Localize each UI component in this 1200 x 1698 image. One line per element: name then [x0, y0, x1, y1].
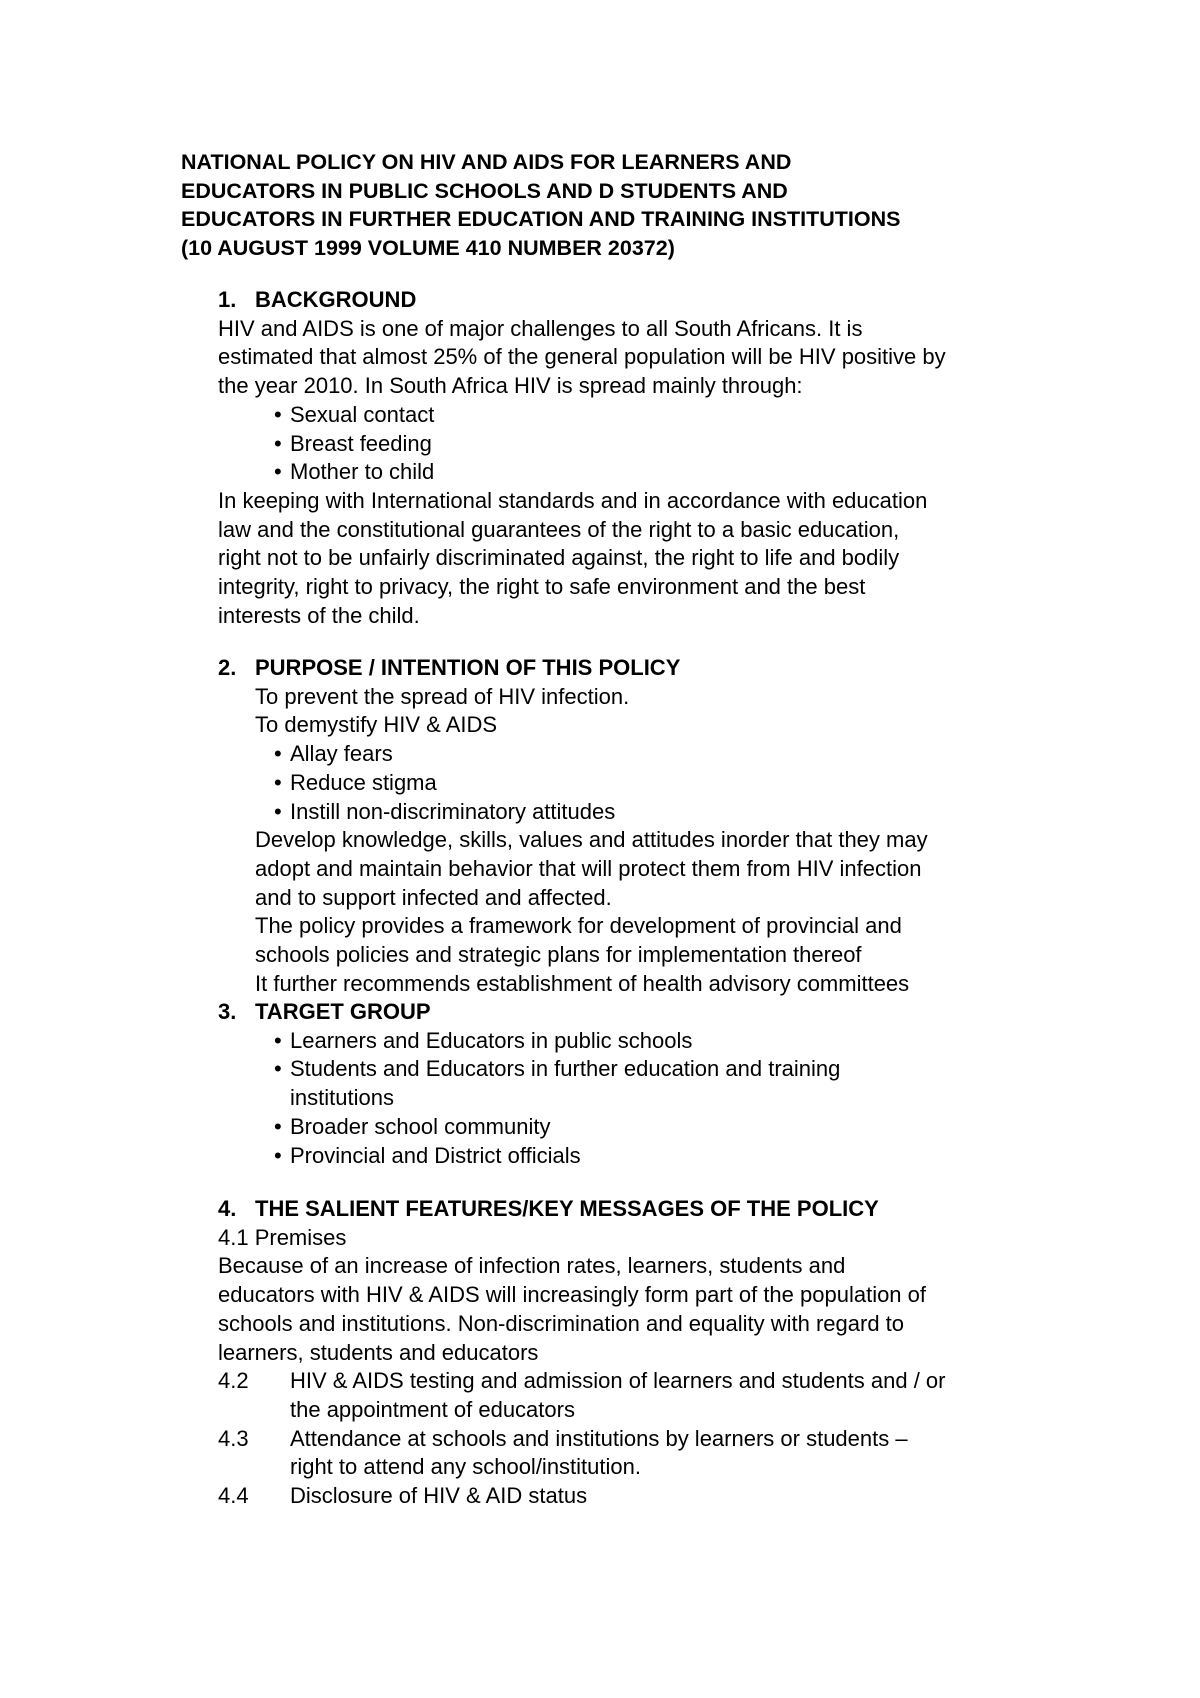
- paragraph-line: estimated that almost 25% of the general population will be HIV positive by: [218, 344, 946, 370]
- paragraph-line: schools policies and strategic plans for implementation thereof: [255, 942, 862, 968]
- paragraph-line: In keeping with International standards and in accordance with education: [218, 487, 928, 513]
- subsection-item: 4.2 HIV & AIDS testing and admission of learners and students and / or the appointment of educators: [218, 1368, 946, 1422]
- section-number: 1.: [218, 287, 237, 312]
- paragraph-line: law and the constitutional guarantees of the right to a basic education,: [218, 516, 900, 542]
- list-item: Broader school community: [290, 1113, 551, 1139]
- paragraph-line: It further recommends establishment of health advisory committees: [255, 970, 910, 996]
- list-item: Sexual contact: [290, 401, 435, 427]
- section-number: 4.: [218, 1196, 237, 1221]
- section-heading: [181, 1195, 1081, 1224]
- paragraph-line: To prevent the spread of HIV infection.: [255, 683, 630, 709]
- section-target-group: [181, 998, 1081, 1170]
- section-number: 3.: [218, 999, 237, 1024]
- section-heading: [181, 654, 1081, 683]
- section-number: 2.: [218, 655, 237, 680]
- title-line: EDUCATORS IN PUBLIC SCHOOLS AND D STUDENTS AND: [181, 178, 788, 203]
- section-background: [181, 286, 1081, 630]
- paragraph-line: Develop knowledge, skills, values and attitudes inorder that they may: [255, 827, 928, 853]
- section-purpose: [181, 654, 1081, 998]
- list-item: Reduce stigma: [290, 769, 437, 795]
- bullet-list: [181, 1027, 1081, 1171]
- section-salient-features: [181, 1195, 1081, 1511]
- list-item: Allay fears: [290, 741, 393, 767]
- paragraph-line: HIV and AIDS is one of major challenges to all South Africans. It is: [218, 315, 863, 341]
- section-title: BACKGROUND: [255, 287, 417, 312]
- paragraph-line: interests of the child.: [218, 602, 420, 628]
- paragraph-line: learners, students and educators: [218, 1339, 539, 1365]
- paragraph-line: schools and institutions. Non-discrimination and equality with regard to: [218, 1310, 905, 1336]
- list-item: Learners and Educators in public schools: [290, 1027, 693, 1053]
- paragraph-line: The policy provides a framework for development of provincial and: [255, 913, 902, 939]
- list-item: Instill non-discriminatory attitudes: [290, 798, 616, 824]
- paragraph-line: integrity, right to privacy, the right to safe environment and the best: [218, 574, 866, 600]
- list-item: Provincial and District officials: [290, 1142, 581, 1168]
- list-item: Mother to child: [290, 459, 435, 485]
- subsection-item: 4.3 Attendance at schools and institutions by learners or students – right to attend any school/institution.: [218, 1425, 908, 1480]
- title-line: NATIONAL POLICY ON HIV AND AIDS FOR LEARNERS AND: [181, 150, 792, 174]
- subsection-number: 4.3: [218, 1425, 249, 1451]
- section-title: THE SALIENT FEATURES/KEY MESSAGES OF THE POLICY: [255, 1196, 879, 1221]
- section-heading: [181, 998, 1081, 1027]
- paragraph-line: the year 2010. In South Africa HIV is spread mainly through:: [218, 373, 803, 399]
- bullet-list: [181, 740, 1081, 826]
- document-title: [181, 148, 1081, 262]
- subsection-number: 4.2: [218, 1368, 249, 1394]
- paragraph-line: right not to be unfairly discriminated against, the right to life and bodily: [218, 545, 900, 571]
- subsection-number: 4.4: [218, 1483, 249, 1509]
- section-title: TARGET GROUP: [255, 999, 431, 1024]
- paragraph-line: adopt and maintain behavior that will protect them from HIV infection: [255, 855, 922, 881]
- paragraph-line: To demystify HIV & AIDS: [255, 712, 498, 738]
- list-item: Students and Educators in further education and training institutions: [290, 1056, 841, 1111]
- section-title: PURPOSE / INTENTION OF THIS POLICY: [255, 655, 681, 680]
- paragraph-line: Because of an increase of infection rates, learners, students and: [218, 1253, 846, 1279]
- subsection-label: 4.1 Premises: [218, 1224, 347, 1250]
- section-heading: [181, 286, 1081, 315]
- list-item: Breast feeding: [290, 430, 432, 456]
- title-line: (10 AUGUST 1999 VOLUME 410 NUMBER 20372): [181, 235, 675, 260]
- bullet-list: [181, 401, 1081, 487]
- title-line: EDUCATORS IN FURTHER EDUCATION AND TRAINING INSTITUTIONS: [181, 207, 901, 231]
- subsection-item: 4.4 Disclosure of HIV & AID status: [181, 1482, 1081, 1511]
- paragraph-line: educators with HIV & AIDS will increasingly form part of the population of: [218, 1282, 927, 1308]
- paragraph-line: and to support infected and affected.: [255, 884, 612, 910]
